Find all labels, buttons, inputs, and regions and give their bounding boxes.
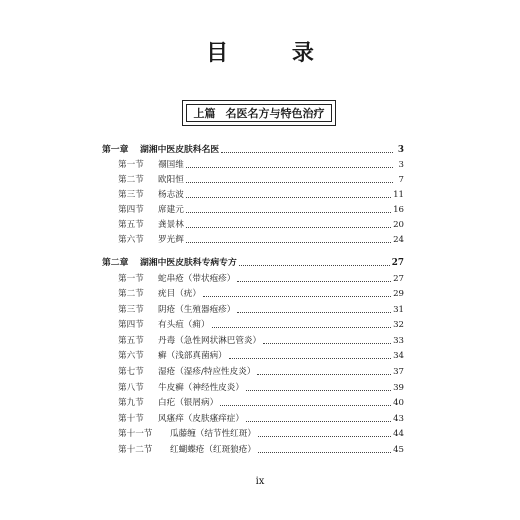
- section-title: 禤国维: [158, 160, 184, 170]
- dot-leader: [229, 358, 391, 359]
- chapter-number: 第一章: [102, 145, 129, 155]
- part-label: 上篇: [193, 107, 216, 120]
- section-title: 席建元: [158, 205, 184, 215]
- section-number: 第一节: [118, 274, 144, 284]
- page-number: 34: [393, 351, 404, 361]
- dot-leader: [239, 265, 390, 266]
- dot-leader: [263, 343, 391, 344]
- toc-section-2-1[interactable]: [102, 271, 404, 285]
- section-title: 阴疮（生殖器疱疹）: [158, 305, 236, 315]
- part-title: 名医名方与特色治疗: [225, 107, 325, 120]
- section-number: 第三节: [118, 190, 144, 200]
- toc-section-2-6[interactable]: [102, 348, 404, 362]
- toc-section-1-3[interactable]: [102, 187, 404, 201]
- section-title: 风瘙痒（皮肤瘙痒症）: [158, 414, 244, 424]
- dot-leader: [186, 197, 391, 198]
- section-number: 第十二节: [118, 445, 153, 455]
- page-number: 29: [393, 289, 404, 299]
- chapter-number: 第二章: [102, 258, 129, 268]
- section-number: 第十节: [118, 414, 144, 424]
- section-number: 第二节: [118, 175, 144, 185]
- section-number: 第四节: [118, 205, 144, 215]
- section-number: 第五节: [118, 336, 144, 346]
- part-heading: [186, 104, 332, 122]
- section-title: 有头疽（痈）: [158, 320, 210, 330]
- page-title: 目 录: [206, 40, 342, 66]
- dot-leader: [203, 296, 391, 297]
- dot-leader: [257, 374, 391, 375]
- toc-section-2-5[interactable]: [102, 333, 404, 347]
- toc-section-1-6[interactable]: [102, 232, 404, 246]
- page-number: 7: [398, 175, 404, 185]
- page-number: 43: [393, 414, 404, 424]
- section-number: 第二节: [118, 289, 144, 299]
- dot-leader: [246, 390, 391, 391]
- page-number: 32: [393, 320, 404, 330]
- section-number: 第四节: [118, 320, 144, 330]
- dot-leader: [258, 452, 391, 453]
- toc-section-2-3[interactable]: [102, 302, 404, 316]
- section-title: 龚景林: [158, 220, 184, 230]
- page-number: 24: [393, 235, 404, 245]
- toc-section-2-4[interactable]: [102, 317, 404, 331]
- section-number: 第三节: [118, 305, 144, 315]
- section-number: 第一节: [118, 160, 144, 170]
- section-title: 瓜藤缠（结节性红斑）: [170, 429, 256, 439]
- section-title: 癣（浅部真菌病）: [158, 351, 227, 361]
- section-title: 蛇串疮（带状疱疹）: [158, 274, 236, 284]
- toc-chapter-2[interactable]: [102, 255, 404, 269]
- section-title: 疣目（疣）: [158, 289, 201, 299]
- dot-leader: [221, 152, 393, 153]
- page-number: 37: [393, 367, 404, 377]
- toc-section-2-8[interactable]: [102, 380, 404, 394]
- section-title: 红蝴蝶疮（红斑狼疮）: [170, 445, 256, 455]
- section-number: 第六节: [118, 235, 144, 245]
- dot-leader: [186, 227, 391, 228]
- section-title: 牛皮癣（神经性皮炎）: [158, 383, 244, 393]
- toc-section-2-12[interactable]: [102, 442, 404, 456]
- dot-leader: [186, 212, 391, 213]
- toc-section-2-11[interactable]: [102, 426, 404, 440]
- page-number: 44: [393, 429, 404, 439]
- section-number: 第十一节: [118, 429, 153, 439]
- toc-section-1-4[interactable]: [102, 202, 404, 216]
- section-number: 第六节: [118, 351, 144, 361]
- page-number: 27: [391, 258, 404, 268]
- page-number: 33: [393, 336, 404, 346]
- section-title: 白疕（银屑病）: [158, 398, 219, 408]
- page-number: 20: [393, 220, 404, 230]
- dot-leader: [186, 242, 391, 243]
- section-number: 第五节: [118, 220, 144, 230]
- chapter-title: 湖湘中医皮肤科名医: [140, 145, 220, 155]
- section-title: 杨志波: [158, 190, 184, 200]
- section-title: 欧阳恒: [158, 175, 184, 185]
- page-number: 11: [393, 190, 404, 200]
- section-title: 丹毒（急性网状淋巴管炎）: [158, 336, 262, 346]
- dot-leader: [220, 405, 391, 406]
- page-number: 39: [393, 383, 404, 393]
- chapter-title: 湖湘中医皮肤科专病专方: [140, 258, 237, 268]
- page-number: 3: [398, 160, 404, 170]
- section-number: 第七节: [118, 367, 144, 377]
- section-number: 第八节: [118, 383, 144, 393]
- section-title: 罗光辉: [158, 235, 184, 245]
- dot-leader: [246, 421, 391, 422]
- dot-leader: [212, 327, 391, 328]
- toc-section-2-7[interactable]: [102, 364, 404, 378]
- dot-leader: [237, 281, 391, 282]
- page-number: 3: [397, 145, 404, 155]
- section-title: 湿疮（湿疹/特应性皮炎）: [158, 367, 256, 377]
- footer-page-number: ix: [255, 476, 265, 487]
- toc-section-1-5[interactable]: [102, 217, 404, 231]
- dot-leader: [186, 182, 393, 183]
- page-number: 27: [393, 274, 404, 284]
- toc-section-1-2[interactable]: [102, 172, 404, 186]
- toc-section-2-2[interactable]: [102, 286, 404, 300]
- page-number: 16: [393, 205, 404, 215]
- toc-section-1-1[interactable]: [102, 157, 404, 171]
- page-number: 40: [393, 398, 404, 408]
- toc-section-2-9[interactable]: [102, 395, 404, 409]
- part-heading-box: [182, 100, 336, 126]
- dot-leader: [258, 436, 391, 437]
- toc-section-2-10[interactable]: [102, 411, 404, 425]
- toc-chapter-1[interactable]: [102, 142, 404, 156]
- dot-leader: [237, 312, 391, 313]
- page-number: 45: [393, 445, 404, 455]
- dot-leader: [186, 167, 393, 168]
- page-number: 31: [393, 305, 404, 315]
- section-number: 第九节: [118, 398, 144, 408]
